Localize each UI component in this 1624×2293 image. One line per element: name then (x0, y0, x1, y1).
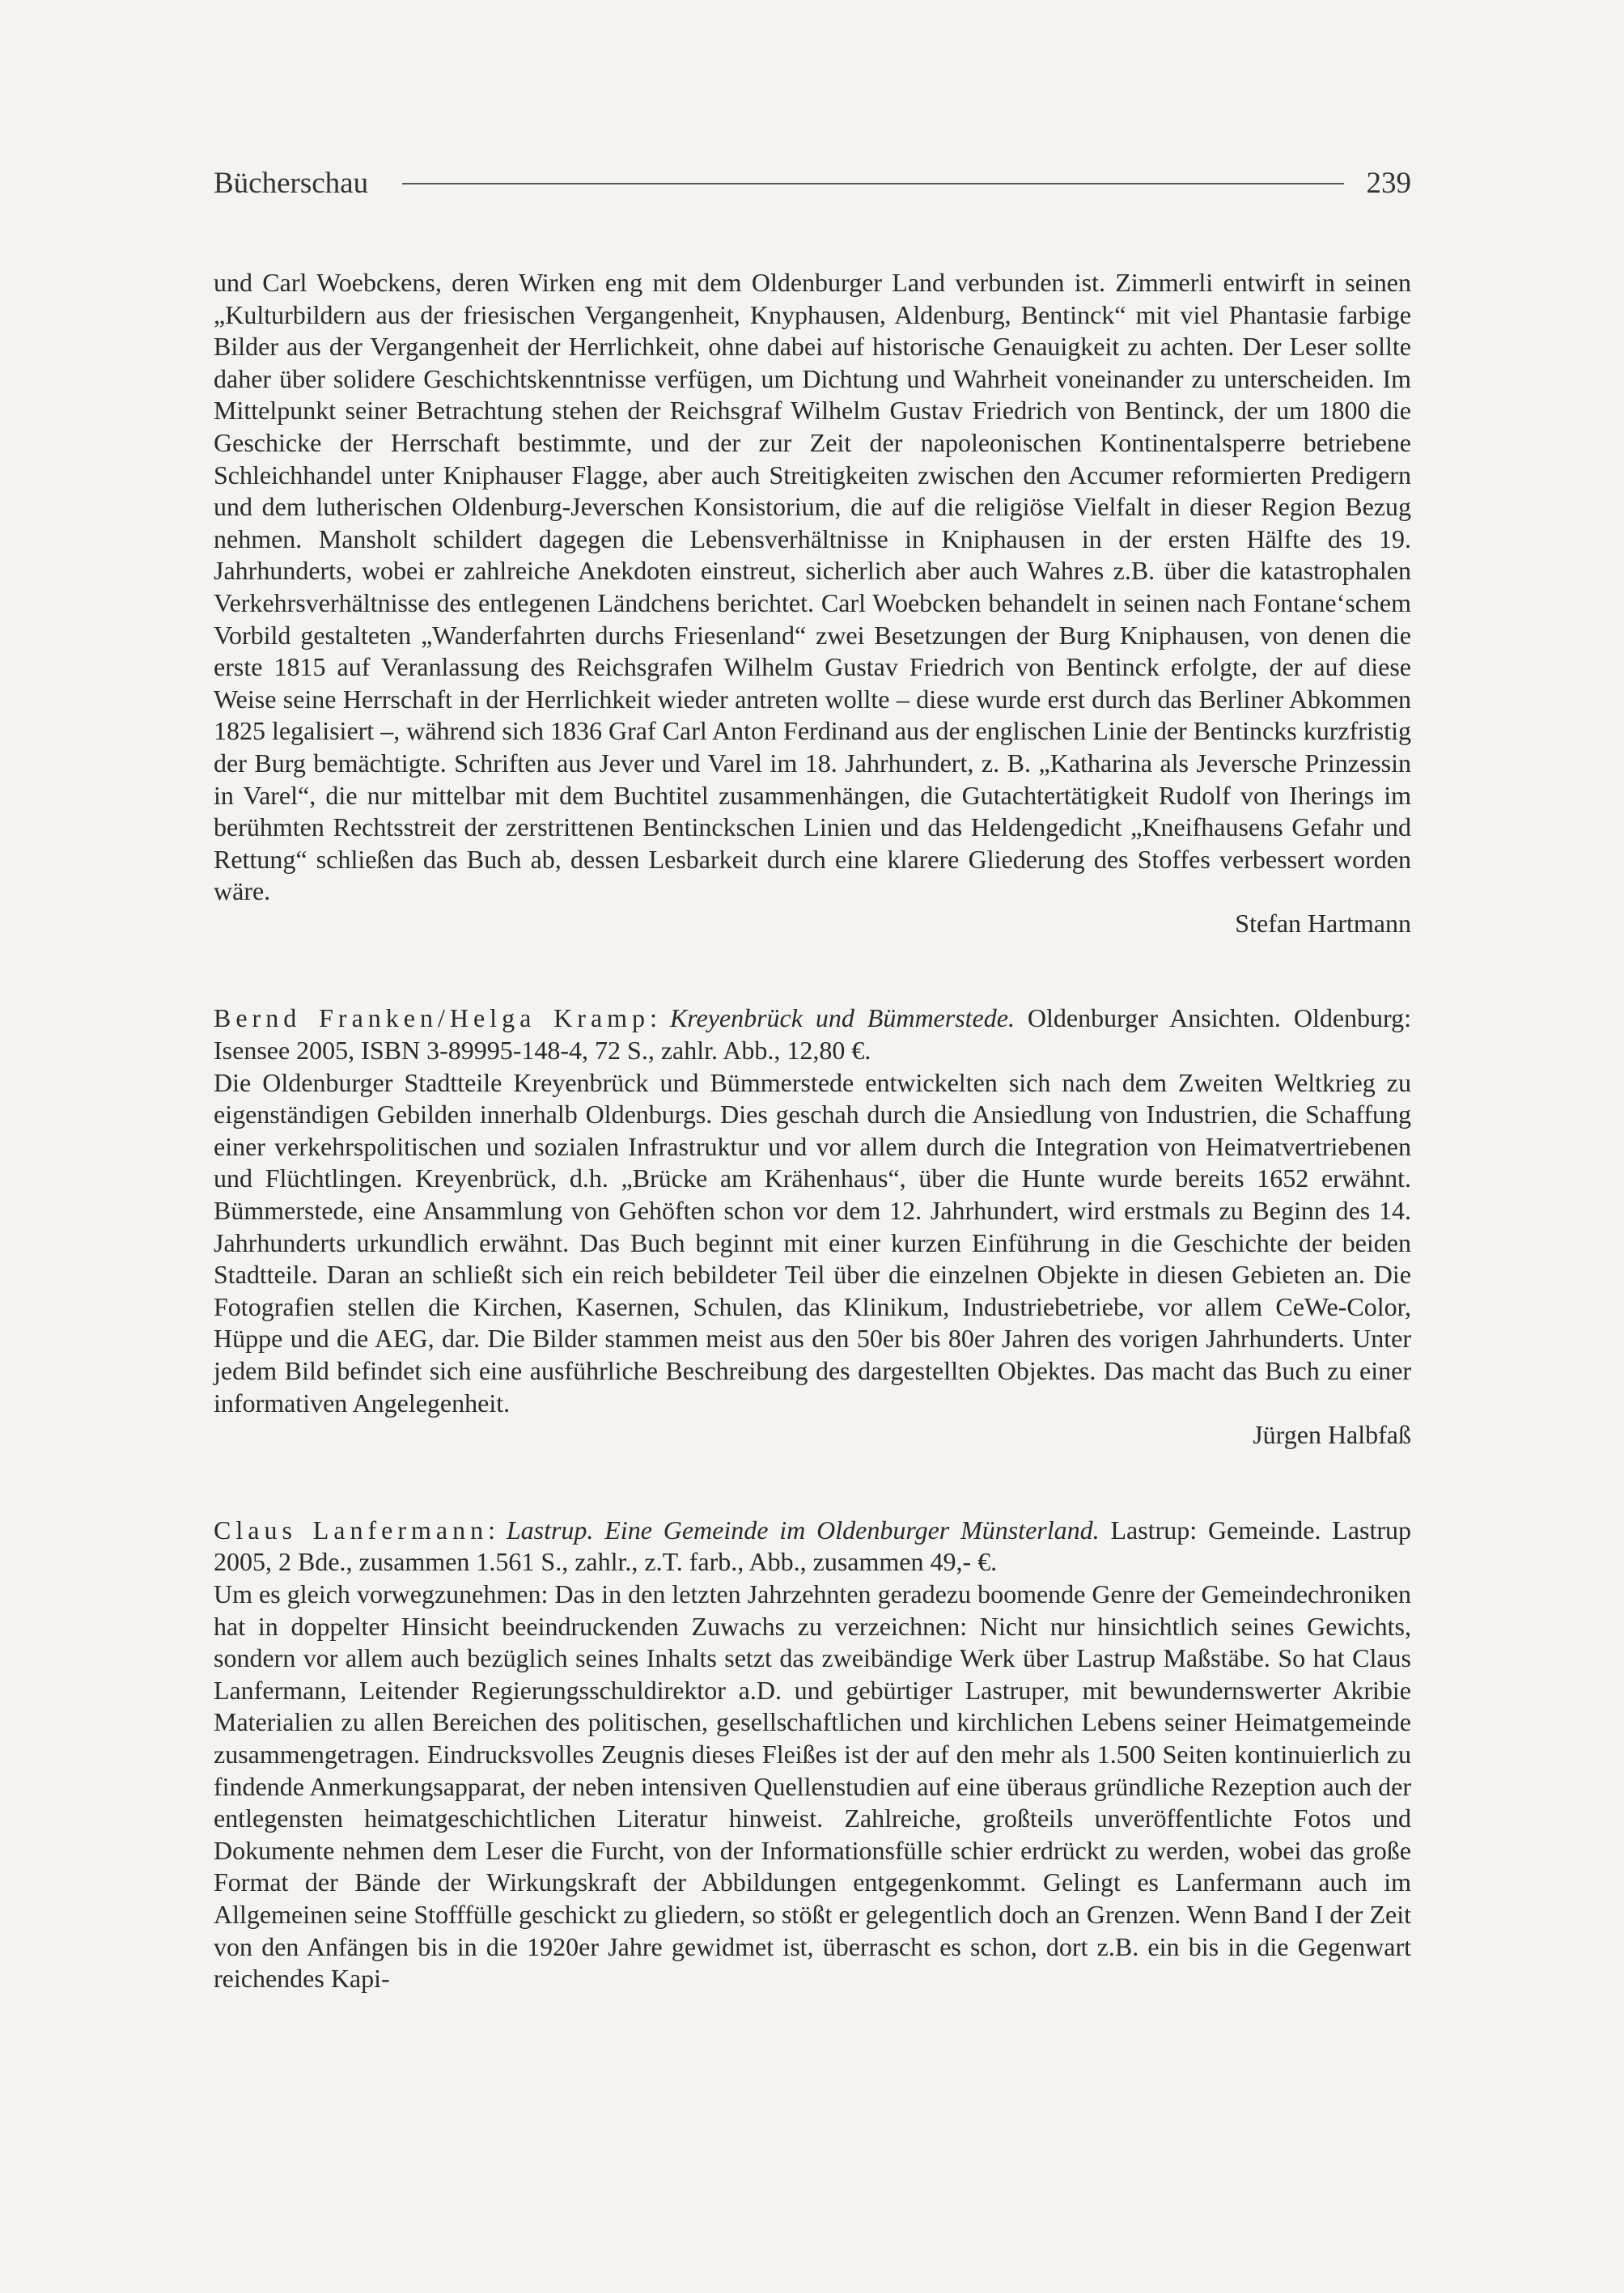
header-rule (402, 183, 1343, 184)
review-body: Um es gleich vorwegzunehmen: Das in den letzten Jahrzehnten geradezu boomende Genre der Gemeindechroniken hat in doppelter Hinsicht beeindruckenden Zuwachs zu verzeichnen: Nicht nur hinsichtlich seines Gewichts, sondern vor allem auch bezüglich seines Inhalts setzt das zweibändige Werk über Lastrup Maßstäbe. So hat Claus Lanfermann, Leitender Regierungsschuldirektor a.D. und gebürtiger Lastruper, mit bewundernswerter Akribie Materialien zu allen Bereichen des politischen, gesellschaftlichen und kirchlichen Lebens seiner Heimatgemeinde zusammengetragen. Eindrucksvolles Zeugnis dieses Fleißes ist der auf den mehr als 1.500 Seiten kontinuierlich zu findende Anmerkungsapparat, der neben intensiven Quellenstudien auf eine überaus gründliche Rezeption auch der entlegensten heimatgeschichtlichen Literatur hinweist. Zahlreiche, großteils unveröffentlichte Fotos und Dokumente nehmen dem Leser die Furcht, von der Informationsfülle schier erdrückt zu werden, wobei das große Format der Bände der Wirkungskraft der Abbildungen entgegenkommt. Gelingt es Lanfermann auch im Allgemeinen seine Stofffülle geschickt zu gliedern, so stößt er gelegentlich doch an Grenzen. Wenn Band I der Zeit von den Anfängen bis in die 1920er Jahre gewidmet ist, überrascht es schon, dort z.B. ein bis in die Gegenwart reichendes Kapi- (214, 1579, 1411, 1994)
content (214, 267, 1411, 1995)
book-title: Lastrup. Eine Gemeinde im Oldenburger Münsterland. (506, 1515, 1100, 1545)
review-body: und Carl Woebckens, deren Wirken eng mit dem Oldenburger Land verbunden ist. Zimmerli entwirft in seinen „Kulturbildern aus der friesischen Vergangenheit, Knyphausen, Aldenburg, Bentinck“ mit viel Phantasie farbige Bilder aus der Vergangenheit der Herrlichkeit, ohne dabei auf historische Genauigkeit zu achten. Der Leser sollte daher über solidere Geschichtskenntnisse verfügen, um Dichtung und Wahrheit voneinander zu unterscheiden. Im Mittelpunkt seiner Betrachtung stehen der Reichsgraf Wilhelm Gustav Friedrich von Bentinck, der um 1800 die Geschicke der Herrschaft bestimmte, und der zur Zeit der napoleonischen Kontinentalsperre betriebene Schleichhandel unter Kniphauser Flagge, aber auch Streitigkeiten zwischen den Accumer reformierten Predigern und dem lutherischen Oldenburg-Jeverschen Konsistorium, die auf die religiöse Vielfalt in dieser Region Bezug nehmen. Mansholt schildert dagegen die Lebensverhältnisse in Kniphausen in der ersten Hälfte des 19. Jahrhunderts, wobei er zahlreiche Anekdoten einstreut, sicherlich aber auch Wahres z.B. über die katastrophalen Verkehrsverhältnisse des entlegenen Ländchens berichtet. Carl Woebcken behandelt in seinen nach Fontane‘schem Vorbild gestalteten „Wanderfahrten durchs Friesenland“ zwei Besetzungen der Burg Kniphausen, von denen die erste 1815 auf Veranlassung des Reichsgrafen Wilhelm Gustav Friedrich von Bentinck erfolgte, der auf diese Weise seine Herrschaft in der Herrlichkeit wieder antreten wollte – diese wurde erst durch das Berliner Abkommen 1825 legalisiert –, während sich 1836 Graf Carl Anton Ferdinand aus der englischen Linie der Bentincks kurzfristig der Burg bemächtigte. Schriften aus Jever und Varel im 18. Jahrhundert, z. B. „Katharina als Jeversche Prinzessin in Varel“, die nur mittelbar mit dem Buchtitel zusammenhängen, die Gutachtertätigkeit Rudolf von Iherings im berühmten Rechtsstreit der zerstrittenen Bentinckschen Linien und das Heldengedicht „Kneifhausens Gefahr und Rettung“ schließen das Buch ab, dessen Lesbarkeit durch eine klarere Gliederung des Stoffes verbessert worden wäre. (214, 268, 1411, 906)
section-title: Bücherschau (214, 167, 369, 200)
review-kreyenbrueck (214, 1002, 1411, 1451)
book-authors: Bernd Franken/Helga Kramp (214, 1003, 651, 1033)
reviewer-signature: Stefan Hartmann (1235, 908, 1411, 938)
book-bibliography: Lastrup: Gemeinde. Lastrup 2005, 2 Bde., zusammen 1.561 S., zahlr., z.T. farb., Abb., zusammen 49,- €. (214, 1515, 1412, 1577)
book-title: Kreyenbrück und Bümmerstede. (669, 1003, 1015, 1033)
review-heading: Claus Lanfermann: Lastrup. Eine Gemeinde im Oldenburger Münsterland. Lastrup: Gemeinde. Lastrup 2005, 2 Bde., zusammen 1.561 S., zahlr., z.T. farb., Abb., zusammen 49,- €. (214, 1515, 1412, 1577)
page-number: 239 (1366, 167, 1411, 200)
review-heading: Bernd Franken/Helga Kramp: Kreyenbrück und Bümmerstede. Oldenburger Ansichten. Oldenburg: Isensee 2005, ISBN 3-89995-148-4, 72 S., zahlr. Abb., 12,80 €. (214, 1003, 1412, 1066)
book-authors: Claus Lanfermann (214, 1515, 489, 1545)
reviewer-signature: Jürgen Halbfaß (1253, 1420, 1411, 1450)
running-head (214, 166, 1411, 201)
book-bibliography: Oldenburger Ansichten. Oldenburg: Isensee 2005, ISBN 3-89995-148-4, 72 S., zahlr. Abb., 12,80 €. (214, 1003, 1412, 1066)
review-body: Die Oldenburger Stadtteile Kreyenbrück und Bümmerstede entwickelten sich nach dem Zweiten Weltkrieg zu eigenständigen Gebilden innerhalb Oldenburgs. Dies geschah durch die Ansiedlung von Industrien, die Schaffung einer verkehrspolitischen und sozialen Infrastruktur und vor allem durch die Integration von Heimatvertriebenen und Flüchtlingen. Kreyenbrück, d.h. „Brücke am Krähenhaus“, über die Hunte wurde bereits 1652 erwähnt. Bümmerstede, eine Ansammlung von Gehöften schon vor dem 12. Jahrhundert, wird erstmals zu Beginn des 14. Jahrhunderts urkundlich erwähnt. Das Buch beginnt mit einer kurzen Einführung in die Geschichte der beiden Stadtteile. Daran an schließt sich ein reich bebildeter Teil über die einzelnen Objekte in diesen Gebieten an. Die Fotografien stellen die Kirchen, Kasernen, Schulen, das Klinikum, Industriebetriebe, vor allem CeWe-Color, Hüppe und die AEG, dar. Die Bilder stammen meist aus den 50er bis 80er Jahren des vorigen Jahrhunderts. Unter jedem Bild befindet sich eine ausführliche Beschreibung des dargestellten Objektes. Das macht das Buch zu einer informativen Angelegenheit. (214, 1067, 1411, 1418)
review-lastrup (214, 1515, 1411, 1995)
review-continued (214, 267, 1411, 939)
